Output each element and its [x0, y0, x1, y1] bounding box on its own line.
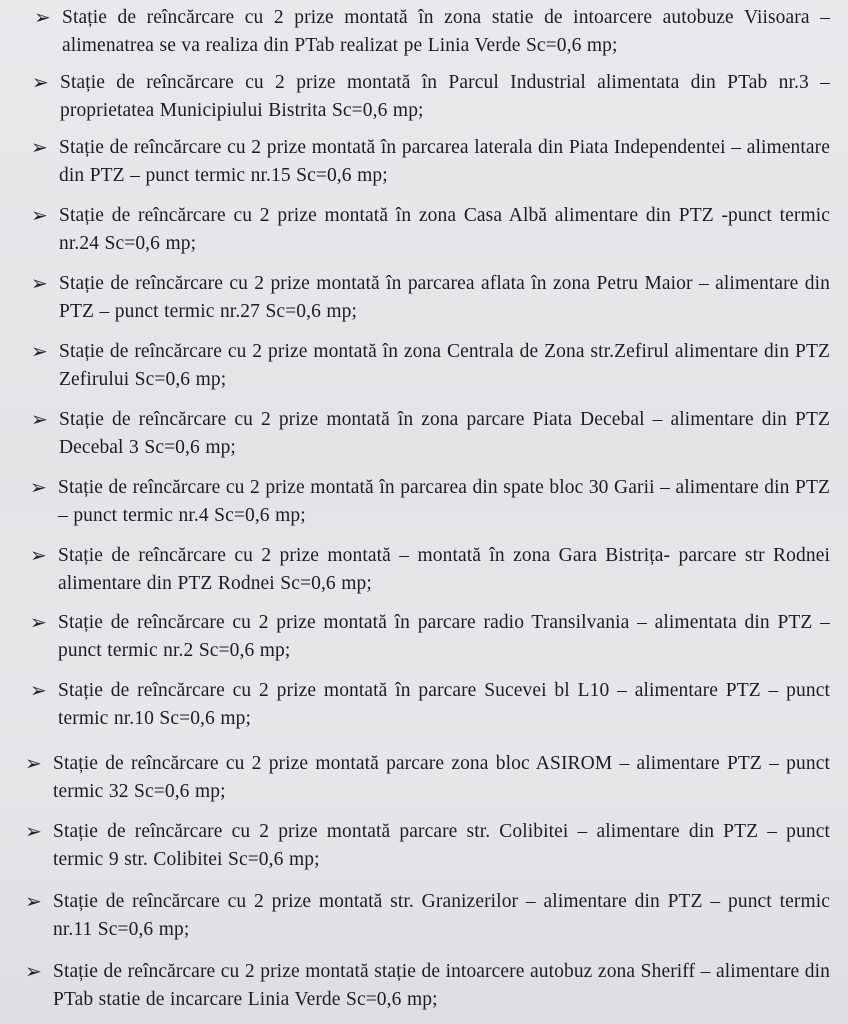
list-item-text: Stație de reîncărcare cu 2 prize montată în parcare Sucevei bl L10 – alimentare PTZ – punct termic nr.10 Sc=0,6 mp; [58, 680, 830, 729]
list-item-text: Stație de reîncărcare cu 2 prize montată în parcarea laterala din Piata Independentei – alimentare din PTZ – punct termic nr.15 Sc=0,6 mp; [59, 137, 830, 186]
arrow-bullet-icon: ➢ [31, 273, 48, 295]
arrow-bullet-icon: ➢ [25, 753, 42, 775]
arrow-bullet-icon: ➢ [31, 341, 48, 363]
arrow-bullet-icon: ➢ [32, 72, 49, 94]
arrow-bullet-icon: ➢ [25, 891, 42, 913]
arrow-bullet-icon: ➢ [30, 545, 47, 567]
list-item-text: Stație de reîncărcare cu 2 prize montată în zona Centrala de Zona str.Zefirul alimentare din PTZ Zefirului Sc=0,6 mp; [59, 341, 830, 390]
arrow-bullet-icon: ➢ [34, 7, 51, 29]
arrow-bullet-icon: ➢ [25, 821, 42, 843]
list-item-text: Stație de reîncărcare cu 2 prize montată str. Granizerilor – alimentare din PTZ – punct termic nr.11 Sc=0,6 mp; [53, 891, 830, 940]
list-item-text: Stație de reîncărcare cu 2 prize montată în parcarea din spate bloc 30 Garii – alimentare din PTZ – punct termic nr.4 Sc=0,6 mp; [58, 477, 830, 526]
list-item-text: Stație de reîncărcare cu 2 prize montată în zona statie de intoarcere autobuze Viisoara – alimenatrea se va realiza din PTab realizat pe Linia Verde Sc=0,6 mp; [62, 7, 830, 56]
arrow-bullet-icon: ➢ [25, 961, 42, 983]
arrow-bullet-icon: ➢ [30, 680, 47, 702]
arrow-bullet-icon: ➢ [31, 205, 48, 227]
arrow-bullet-icon: ➢ [31, 137, 48, 159]
list-item-text: Stație de reîncărcare cu 2 prize montată în zona Casa Albă alimentare din PTZ -punct termic nr.24 Sc=0,6 mp; [59, 205, 830, 254]
list-item-text: Stație de reîncărcare cu 2 prize montată în Parcul Industrial alimentata din PTab nr.3 – proprietatea Municipiului Bistrita Sc=0,6 mp; [60, 72, 830, 121]
arrow-bullet-icon: ➢ [31, 409, 48, 431]
arrow-bullet-icon: ➢ [30, 477, 47, 499]
list-item-text: Stație de reîncărcare cu 2 prize montată parcare zona bloc ASIROM – alimentare PTZ – punct termic 32 Sc=0,6 mp; [53, 753, 830, 802]
list-item-text: Stație de reîncărcare cu 2 prize montată în parcarea aflata în zona Petru Maior – alimentare din PTZ – punct termic nr.27 Sc=0,6 mp; [59, 273, 830, 322]
list-item-text: Stație de reîncărcare cu 2 prize montată în zona parcare Piata Decebal – alimentare din PTZ Decebal 3 Sc=0,6 mp; [59, 409, 830, 458]
list-item-text: Stație de reîncărcare cu 2 prize montată stație de intoarcere autobuz zona Sheriff – alimentare din PTab statie de incarcare Linia Verde Sc=0,6 mp; [53, 961, 830, 1010]
arrow-bullet-icon: ➢ [30, 612, 47, 634]
list-item-text: Stație de reîncărcare cu 2 prize montată parcare str. Colibitei – alimentare din PTZ – punct termic 9 str. Colibitei Sc=0,6 mp; [53, 821, 830, 870]
list-item-text: Stație de reîncărcare cu 2 prize montată în parcare radio Transilvania – alimentata din PTZ – punct termic nr.2 Sc=0,6 mp; [58, 612, 830, 661]
list-item-text: Stație de reîncărcare cu 2 prize montată – montată în zona Gara Bistrița- parcare str Rodnei alimentare din PTZ Rodnei Sc=0,6 mp; [58, 545, 830, 594]
